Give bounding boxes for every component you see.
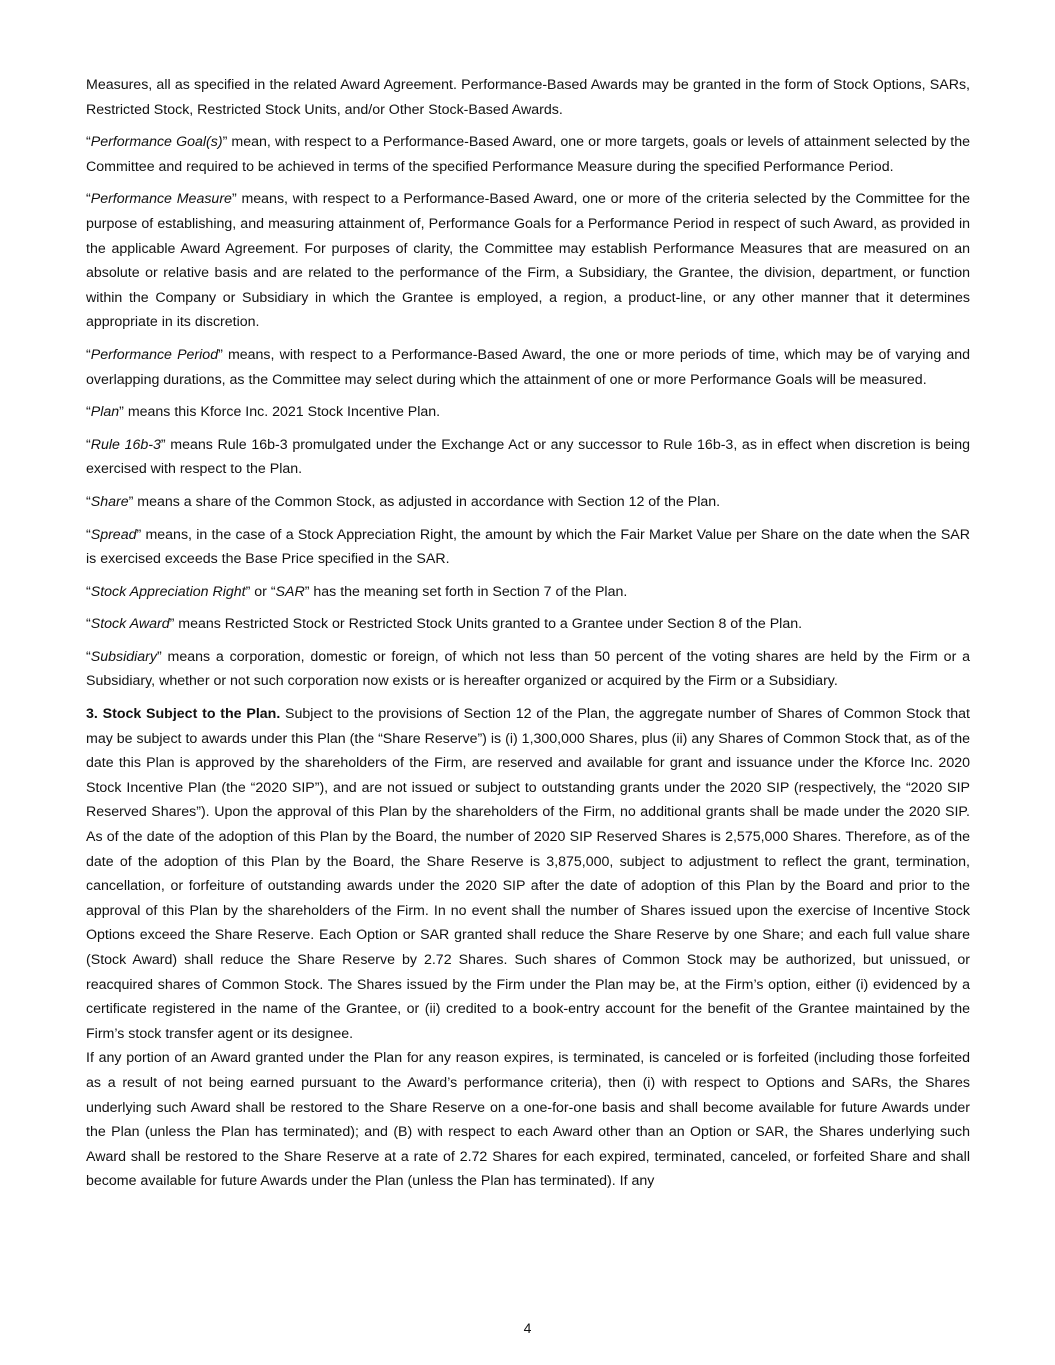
defined-term: Plan bbox=[90, 404, 120, 421]
document-page bbox=[86, 73, 970, 1202]
section-text: Subject to the provisions of Section 12 of the Plan, the aggregate number of Shares of Common Stock that may be subject to awards under this Plan (the “Share Reserve”) is (i) 1,300,000 Shares, plus (ii) any Shares of Common Stock that, as of the date this Plan is approved by the shareholders of the Firm, are reserved and available for grant and issuance under the Kforce Inc. 2020 Stock Incentive Plan (the “2020 SIP”), and are not issued or subject to outstanding grants under the 2020 SIP (respectively, the “2020 SIP Reserved Shares”). Upon the approval of this Plan by the shareholders of the Firm, no additional grants shall be made under the 2020 SIP. As of the date of the adoption of this Plan by the Board, the number of 2020 SIP Reserved Shares is 2,575,000 Shares. Therefore, as of the date of the adoption of this Plan by the Board, the Share Reserve is 3,875,000, subject to adjustment to reflect the grant, termination, cancellation, or forfeiture of outstanding awards under the 2020 SIP after the date of adoption of this Plan by the Board and prior to the approval of this Plan by the shareholders of the Firm. In no event shall the number of Shares issued upon the exercise of Incentive Stock Options exceed the Share Reserve. Each Option or SAR granted shall reduce the Share Reserve by one Share; and each full value share (Stock Award) shall reduce the Share Reserve by 2.72 Shares. Such shares of Common Stock may be authorized, but unissued, or reacquired shares of Common Stock. The Shares issued by the Firm under the Plan may be, at the Firm’s option, either (i) evidenced by a certificate registered in the name of the Grantee, or (ii) credited to a book-entry account for the benefit of the Grantee maintained by the Firm’s stock transfer agent or its designee. bbox=[86, 706, 970, 1042]
defined-term: Subsidiary bbox=[90, 648, 157, 665]
definition-text: means, with respect to a Performance-Based Award, the one or more periods of time, which may be of varying and overlapping durations, as the Committee may select during which the attainment of one or more Performance Goals will be measured. bbox=[86, 346, 970, 388]
definition-share: “Share” means a share of the Common Stock, as adjusted in accordance with Section 12 of the Plan. bbox=[86, 493, 721, 510]
paragraph-measures-continued bbox=[86, 73, 970, 122]
defined-term: Stock Appreciation Right bbox=[90, 583, 246, 600]
definition-stock-award: “Stock Award” means Restricted Stock or Restricted Stock Units granted to a Grantee under Section 8 of the Plan. bbox=[86, 616, 803, 633]
section-heading: 3. Stock Subject to the Plan. bbox=[86, 706, 281, 723]
definition-text: means, with respect to a Performance-Based Award, one or more of the criteria selected by the Committee for the purpose of establishing, and measuring attainment of, Performance Goals for a Performance Period in respect of such Award, as provided in the applicable Award Agreement. For purposes of clarity, the Committee may establish Performance Measures that are measured on an absolute or relative basis and are related to the performance of the Firm, a Subsidiary, the Grantee, the division, department, or function within the Company or Subsidiary in which the Grantee is employed, a region, a product-line, or any other manner that it determines appropriate in its discretion. bbox=[86, 191, 970, 331]
definition-text: means Rule 16b-3 promulgated under the Exchange Act or any successor to Rule 16b-3, as in effect when discretion is being exercised with respect to the Plan. bbox=[86, 436, 970, 478]
defined-term: Performance Goal(s) bbox=[90, 134, 223, 151]
paragraph-forfeited-awards bbox=[86, 1046, 970, 1194]
definition-performance-goals: “Performance Goal(s)” mean, with respect to a Performance-Based Award, one or more targets, goals or levels of attainment selected by the Committee and required to be achieved in terms of the specified Performance Measure during the specified Performance Period. bbox=[86, 134, 970, 175]
definition-spread: “Spread” means, in the case of a Stock Appreciation Right, the amount by which the Fair Market Value per Share on the date when the SAR is exercised exceeds the Base Price specified in the SAR. bbox=[86, 526, 970, 568]
definition-text: means a corporation, domestic or foreign, of which not less than 50 percent of the voting shares are held by the Firm or a Subsidiary, whether or not such corporation now exists or is hereafter organized or acquired by the Firm or a Subsidiary. bbox=[86, 648, 970, 690]
section-3-stock-subject bbox=[86, 702, 970, 1046]
definition-text: means Restricted Stock or Restricted Stock Units granted to a Grantee under Section 8 of the Plan. bbox=[174, 616, 803, 633]
defined-term: Performance Measure bbox=[90, 191, 232, 208]
definition-text: means this Kforce Inc. 2021 Stock Incentive Plan. bbox=[123, 404, 441, 421]
defined-term: Stock Award bbox=[90, 616, 170, 633]
defined-term: Performance Period bbox=[90, 346, 219, 363]
defined-term-abbreviation: SAR bbox=[275, 583, 305, 600]
definition-performance-period: “Performance Period” means, with respect to a Performance-Based Award, the one or more periods of time, which may be of varying and overlapping durations, as the Committee may select during which the attainment of one or more Performance Goals will be measured. bbox=[86, 346, 970, 388]
page-number: 4 bbox=[523, 1320, 532, 1336]
defined-term: Spread bbox=[90, 526, 137, 543]
definition-text: means a share of the Common Stock, as adjusted in accordance with Section 12 of the Plan. bbox=[133, 493, 721, 510]
defined-term: Share bbox=[90, 493, 129, 510]
definition-text: has the meaning set forth in Section 7 of the Plan. bbox=[309, 583, 628, 600]
defined-term: Rule 16b-3 bbox=[90, 436, 161, 453]
paragraph-text: Measures, all as specified in the related Award Agreement. Performance-Based Awards may be granted in the form of Stock Options, SARs, Restricted Stock, Restricted Stock Units, and/or Other Stock-Based Awards. bbox=[86, 77, 970, 118]
definition-rule-16b-3: “Rule 16b-3” means Rule 16b-3 promulgated under the Exchange Act or any successor to Rule 16b-3, as in effect when discretion is being exercised with respect to the Plan. bbox=[86, 436, 970, 478]
definition-plan: “Plan” means this Kforce Inc. 2021 Stock Incentive Plan. bbox=[86, 404, 441, 421]
connector-text: or bbox=[250, 583, 271, 600]
definition-text: means, in the case of a Stock Appreciation Right, the amount by which the Fair Market Value per Share on the date when the SAR is exercised exceeds the Base Price specified in the SAR. bbox=[86, 526, 970, 568]
definition-text: mean, with respect to a Performance-Based Award, one or more targets, goals or levels of attainment selected by the Committee and required to be achieved in terms of the specified Performance Measure during the specified Performance Period. bbox=[86, 134, 970, 175]
definition-subsidiary: “Subsidiary” means a corporation, domestic or foreign, of which not less than 50 percent of the voting shares are held by the Firm or a Subsidiary, whether or not such corporation now exists or is hereafter organized or acquired by the Firm or a Subsidiary. bbox=[86, 648, 970, 690]
paragraph-text: If any portion of an Award granted under the Plan for any reason expires, is terminated, is canceled or is forfeited (including those forfeited as a result of not being earned pursuant to the Award’s performance criteria), then (i) with respect to Options and SARs, the Shares underlying such Award shall be restored to the Share Reserve on a one-for-one basis and shall become available for future Awards under the Plan (unless the Plan has terminated); and (B) with respect to each Award other than an Option or SAR, the Shares underlying such Award shall be restored to the Share Reserve at a rate of 2.72 Shares for each expired, terminated, canceled, or forfeited Share and shall become available for future Awards under the Plan (unless the Plan has terminated). If any bbox=[86, 1050, 970, 1190]
definition-stock-appreciation-right: “Stock Appreciation Right” or “SAR” has the meaning set forth in Section 7 of the Plan. bbox=[86, 583, 628, 600]
definition-performance-measure: “Performance Measure” means, with respect to a Performance-Based Award, one or more of the criteria selected by the Committee for the purpose of establishing, and measuring attainment of, Performance Goals for a Performance Period in respect of such Award, as provided in the applicable Award Agreement. For purposes of clarity, the Committee may establish Performance Measures that are measured on an absolute or relative basis and are related to the performance of the Firm, a Subsidiary, the Grantee, the division, department, or function within the Company or Subsidiary in which the Grantee is employed, a region, a product-line, or any other manner that it determines appropriate in its discretion. bbox=[86, 191, 970, 331]
